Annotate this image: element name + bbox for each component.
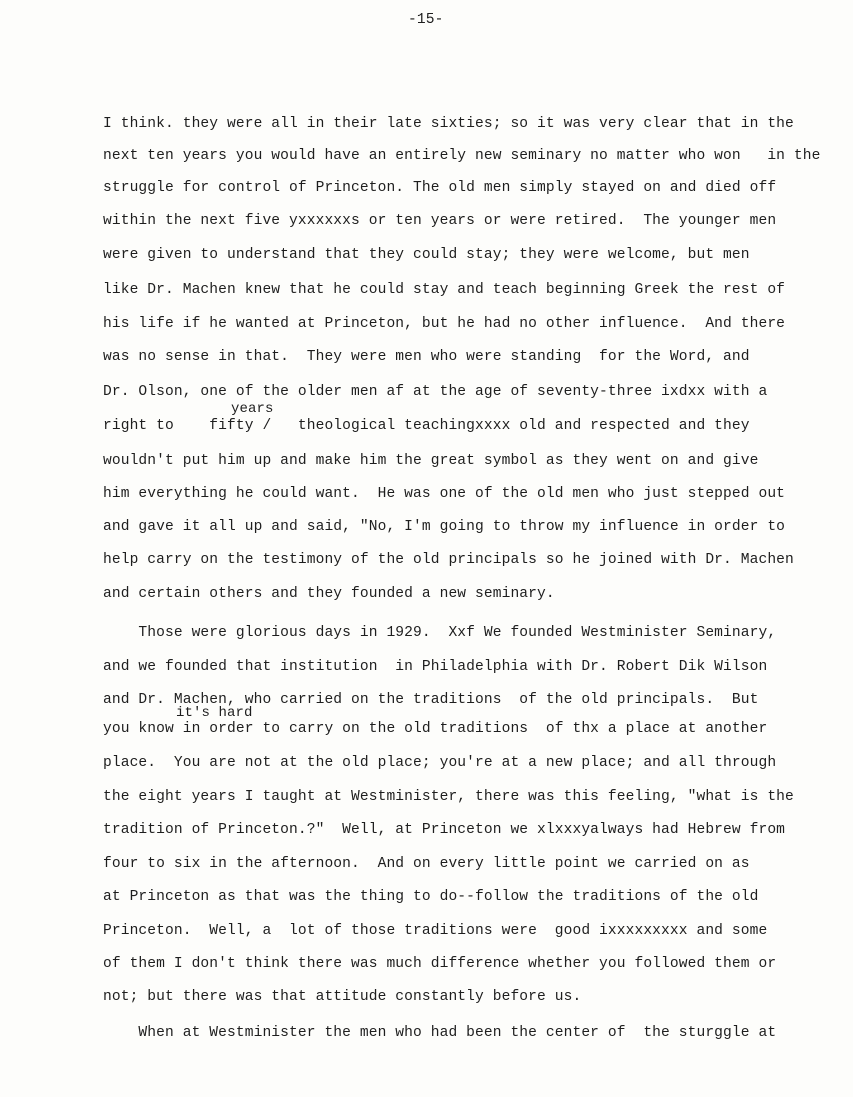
- text-line: and certain others and they founded a new seminary.: [103, 586, 555, 602]
- text-line: right to fifty / theological teachingxxxx old and respected and they: [103, 418, 750, 434]
- text-line: at Princeton as that was the thing to do--follow the traditions of the old: [103, 889, 759, 905]
- text-line: like Dr. Machen knew that he could stay and teach beginning Greek the rest of: [103, 282, 786, 298]
- text-line: I think. they were all in their late sixties; so it was very clear that in the: [103, 116, 794, 132]
- text-line: Those were glorious days in 1929. Xxf We founded Westminister Seminary,: [103, 625, 777, 641]
- page-number: -15-: [408, 12, 444, 28]
- text-line: the eight years I taught at Westminister, there was this feeling, "what is the: [103, 789, 794, 805]
- interlinear-insert: years: [231, 401, 274, 417]
- text-line: next ten years you would have an entirely new seminary no matter who won in the: [103, 148, 821, 164]
- text-line: of them I don't think there was much difference whether you followed them or: [103, 956, 777, 972]
- text-line: and Dr. Machen, who carried on the traditions of the old principals. But: [103, 692, 759, 708]
- text-line: Princeton. Well, a lot of those traditions were good ixxxxxxxxx and some: [103, 923, 768, 939]
- text-line: four to six in the afternoon. And on every little point we carried on as: [103, 856, 750, 872]
- text-line: help carry on the testimony of the old principals so he joined with Dr. Machen: [103, 552, 794, 568]
- text-line: and we founded that institution in Philadelphia with Dr. Robert Dik Wilson: [103, 659, 768, 675]
- text-line: and gave it all up and said, "No, I'm going to throw my influence in order to: [103, 519, 786, 535]
- text-line: within the next five yxxxxxxs or ten years or were retired. The younger men: [103, 213, 777, 229]
- text-line: tradition of Princeton.?" Well, at Princeton we xlxxxyalways had Hebrew from: [103, 822, 786, 838]
- text-line: struggle for control of Princeton. The old men simply stayed on and died off: [103, 180, 777, 196]
- text-line: not; but there was that attitude constantly before us.: [103, 989, 582, 1005]
- text-line: were given to understand that they could stay; they were welcome, but men: [103, 247, 750, 263]
- text-line: Dr. Olson, one of the older men af at the age of seventy-three ixdxx with a: [103, 384, 768, 400]
- text-line: his life if he wanted at Princeton, but he had no other influence. And there: [103, 316, 786, 332]
- text-line: wouldn't put him up and make him the great symbol as they went on and give: [103, 453, 759, 469]
- text-line: was no sense in that. They were men who were standing for the Word, and: [103, 349, 750, 365]
- text-line: you know in order to carry on the old traditions of thx a place at another: [103, 721, 768, 737]
- text-line: place. You are not at the old place; you're at a new place; and all through: [103, 755, 777, 771]
- text-line: When at Westminister the men who had been the center of the sturggle at: [103, 1025, 777, 1041]
- interlinear-insert: it's hard: [176, 705, 253, 721]
- text-line: him everything he could want. He was one of the old men who just stepped out: [103, 486, 786, 502]
